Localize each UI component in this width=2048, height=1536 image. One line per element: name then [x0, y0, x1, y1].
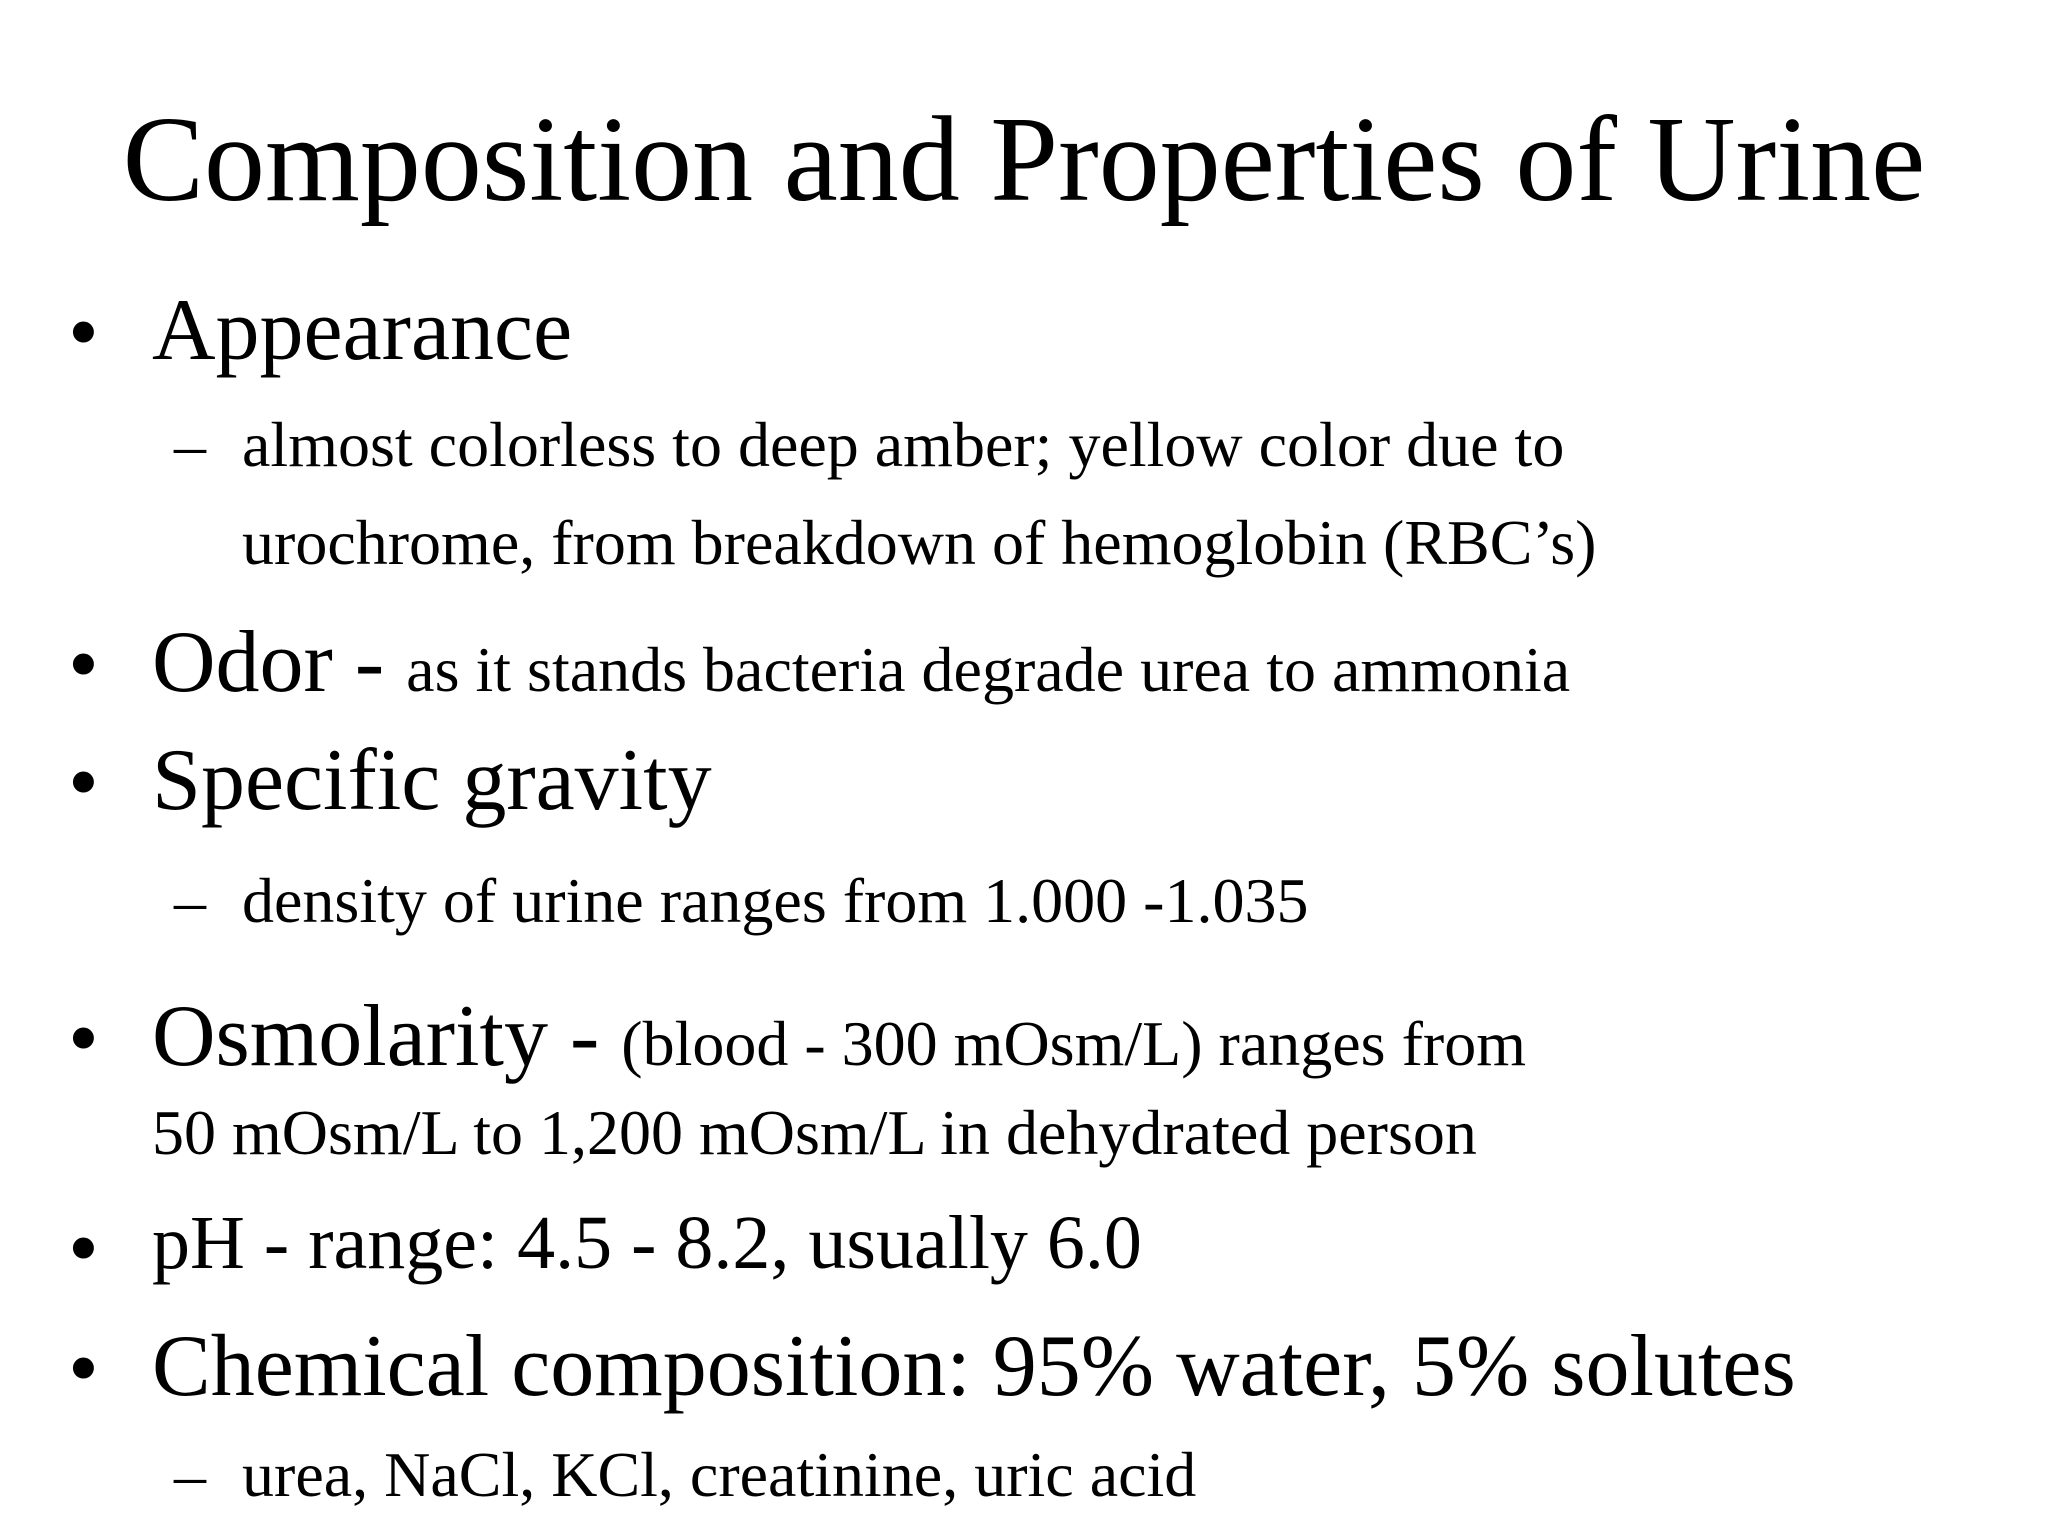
chemical-composition-heading: Chemical composition: 95% water, 5% solutes [152, 1318, 1796, 1415]
osmolarity-heading: Osmolarity - [152, 988, 622, 1085]
specific-gravity-heading: Specific gravity [152, 732, 712, 829]
osmolarity-detail-line1: (blood - 300 mOsm/L) ranges from [621, 1008, 1526, 1079]
dash-specific-gravity: – [174, 865, 206, 936]
dash-chemical-composition: – [174, 1439, 206, 1510]
specific-gravity-detail: density of urine ranges from 1.000 -1.035 [242, 865, 1309, 936]
bullet-specific-gravity: • [68, 734, 99, 831]
osmolarity-detail-line2: 50 mOsm/L to 1,200 mOsm/L in dehydrated person [152, 1097, 1477, 1168]
osmolarity-line1 [152, 986, 1526, 1087]
ph-line: pH - range: 4.5 - 8.2, usually 6.0 [152, 1201, 1142, 1285]
bullet-odor: • [68, 616, 99, 713]
bullet-osmolarity: • [68, 990, 99, 1087]
appearance-detail-line2: urochrome, from breakdown of hemoglobin (RBC’s) [242, 507, 1597, 578]
bullet-chemical-composition: • [68, 1320, 99, 1417]
odor-line [152, 612, 1570, 713]
appearance-detail-line1: almost colorless to deep amber; yellow color due to [242, 409, 1565, 480]
slide-title: Composition and Properties of Urine [122, 92, 1926, 227]
odor-detail: as it stands bacteria degrade urea to ammonia [406, 634, 1571, 705]
appearance-heading: Appearance [152, 282, 573, 379]
bullet-ph: • [68, 1200, 99, 1297]
odor-heading: Odor - [152, 614, 407, 711]
dash-appearance: – [174, 409, 206, 480]
bullet-appearance: • [68, 284, 99, 381]
chemical-composition-detail: urea, NaCl, KCl, creatinine, uric acid [242, 1439, 1197, 1510]
